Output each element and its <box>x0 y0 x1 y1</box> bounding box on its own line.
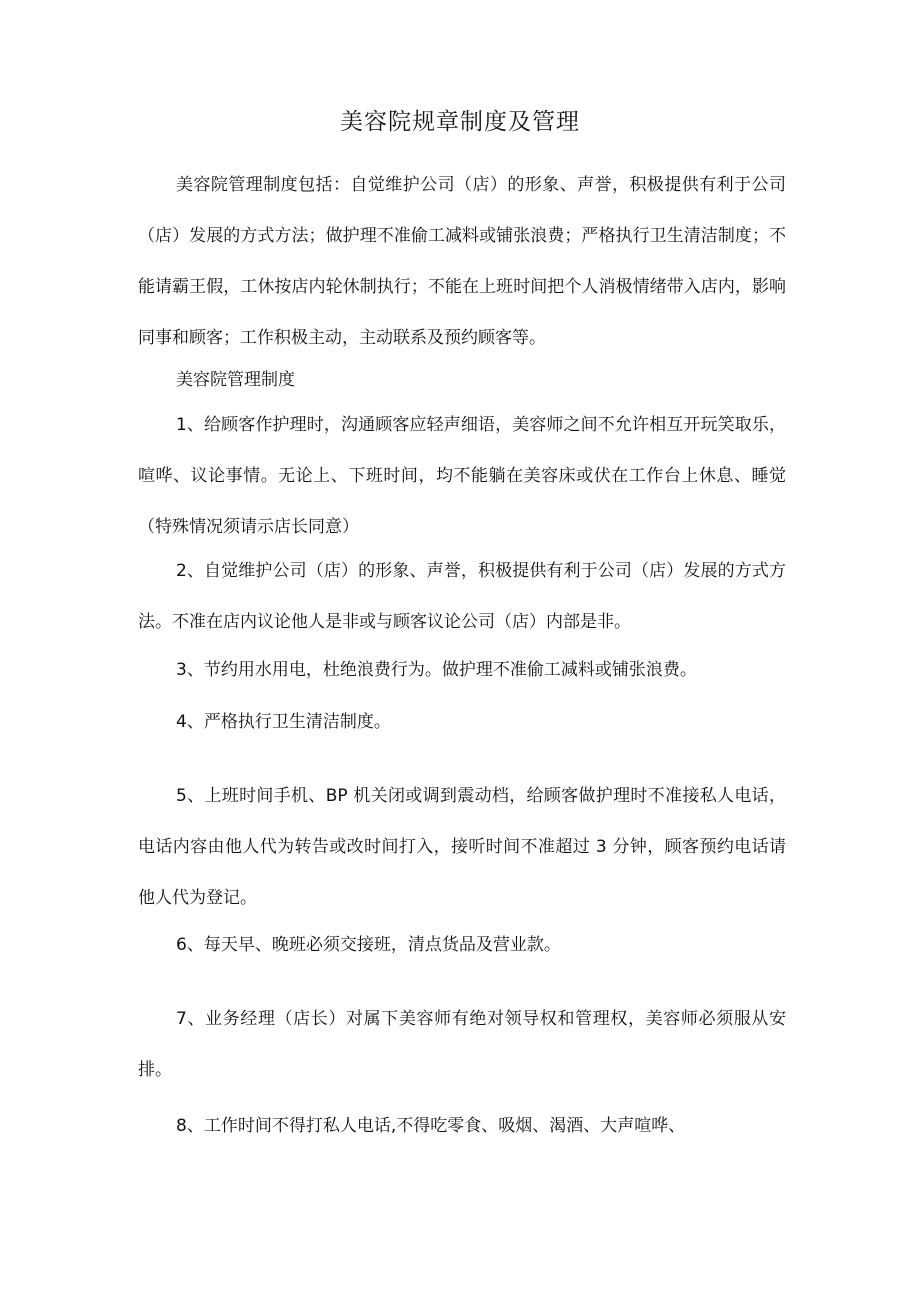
rule-7: 7、业务经理（店长）对属下美容师有绝对领导权和管理权，美容师必须服从安排。 <box>138 1009 786 1080</box>
intro-paragraph: 美容院管理制度包括：自觉维护公司（店）的形象、声誉，积极提供有利于公司（店）发展的方式方法；做护理不准偷工减料或铺张浪费；严格执行卫生清洁制度；不能请霸王假，工休按店内轮休制执行；不能在上班时间把个人消极情绪带入店内，影响同事和顾客；工作积极主动，主动联系及预约顾客等。 <box>138 175 786 348</box>
rule-8: 8、工作时间不得打私人电话,不得吃零食、吸烟、渴酒、大声喧哗、 <box>176 1116 686 1136</box>
rule-1: 1、给顾客作护理时，沟通顾客应轻声细语，美容师之间不允许相互开玩笑取乐，喧哗、议论事情。无论上、下班时间，均不能躺在美容床或伏在工作台上休息、睡觉（特殊情况须请示店长同意） <box>138 415 786 537</box>
section-heading: 美容院管理制度 <box>176 370 295 390</box>
rule-2: 2、自觉维护公司（店）的形象、声誉，积极提供有利于公司（店）发展的方式方法。不准在店内议论他人是非或与顾客议论公司（店）内部是非。 <box>138 561 786 632</box>
rule-5: 5、上班时间手机、BP 机关闭或调到震动档，给顾客做护理时不准接私人电话，电话内容由他人代为转告或改时间打入，接听时间不准超过 3 分钟，顾客预约电话请他人代为登记。 <box>138 786 786 908</box>
document-title: 美容院规章制度及管理 <box>340 109 580 135</box>
rule-6: 6、每天早、晚班必须交接班，清点货品及营业款。 <box>176 935 561 955</box>
rule-3: 3、节约用水用电，杜绝浪费行为。做护理不准偷工减料或铺张浪费。 <box>176 660 697 680</box>
rule-4: 4、严格执行卫生清洁制度。 <box>176 712 391 732</box>
